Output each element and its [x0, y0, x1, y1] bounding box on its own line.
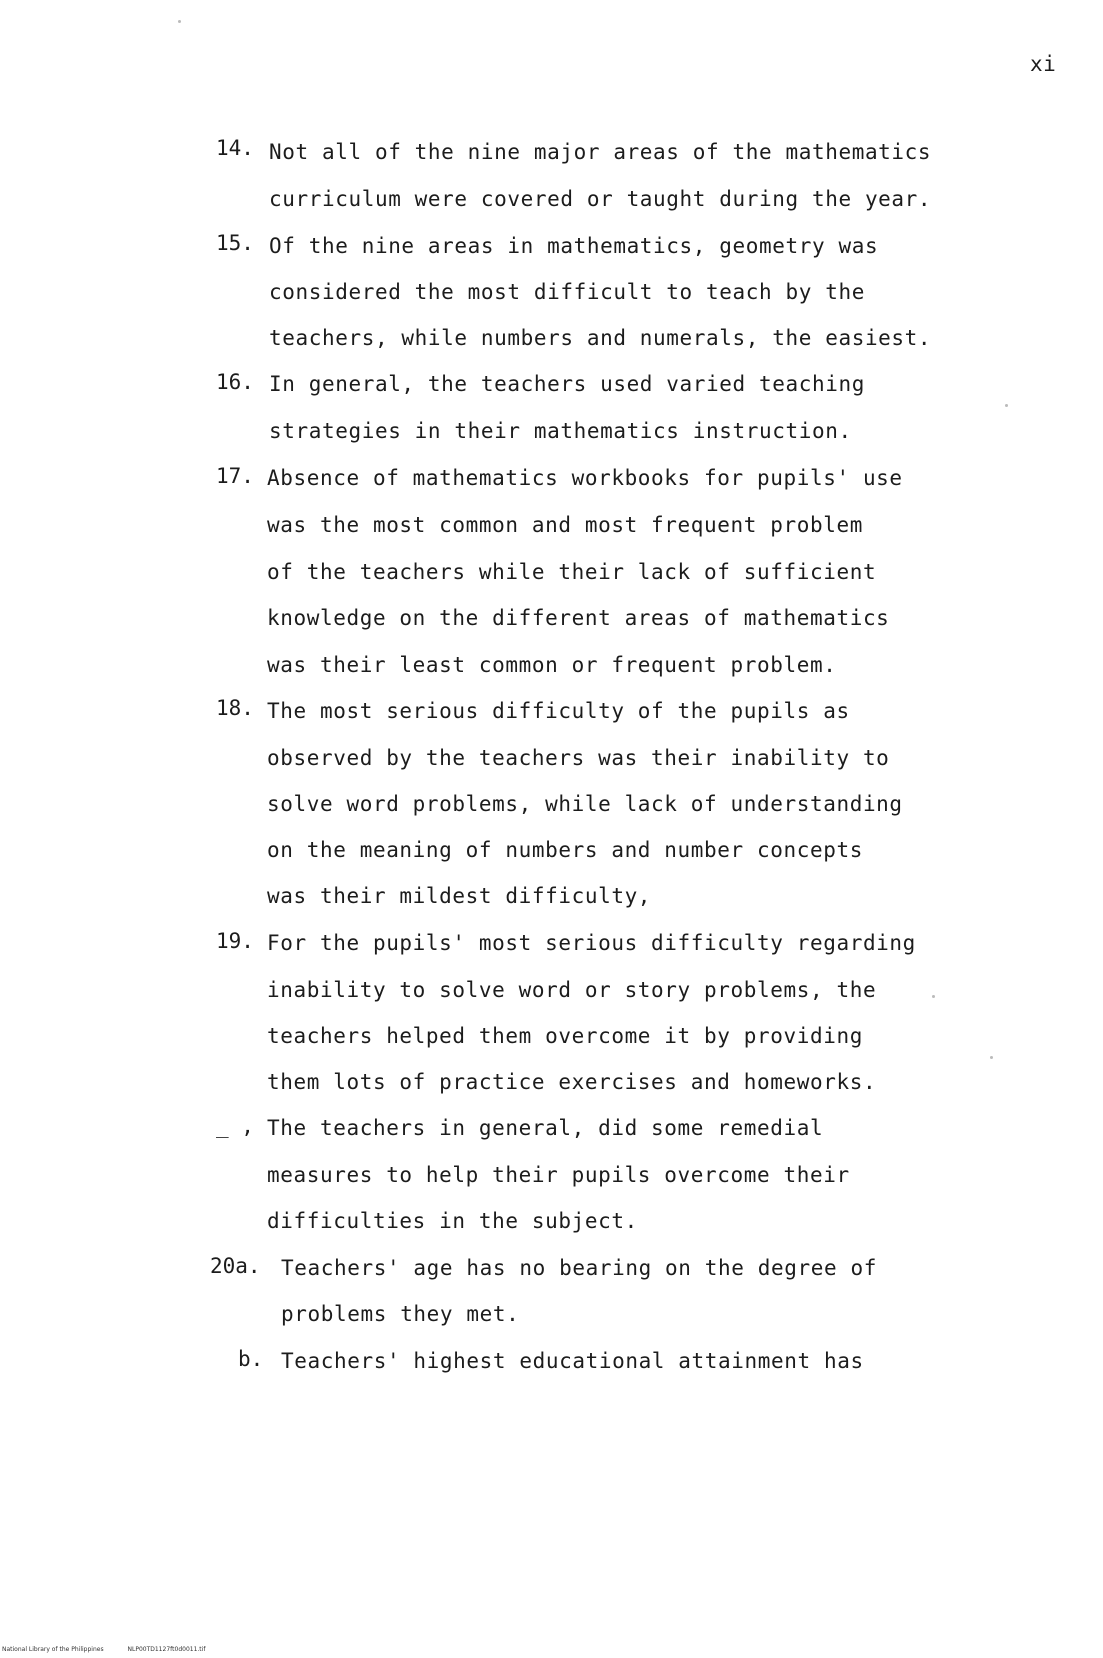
scan-speck [932, 995, 935, 998]
text-line: inability to solve word or story problems, the [267, 978, 877, 1002]
text-line: The most serious difficulty of the pupils as [267, 699, 850, 723]
text-line: strategies in their mathematics instruction. [269, 419, 852, 443]
text-line: problems they met. [281, 1302, 520, 1326]
item-number: b. [238, 1347, 264, 1371]
text-line: The teachers in general, did some remedial [267, 1116, 824, 1140]
text-line: them lots of practice exercises and homeworks. [267, 1070, 877, 1094]
text-line: of the teachers while their lack of sufficient [267, 560, 877, 584]
text-line: Not all of the nine major areas of the mathematics [269, 140, 932, 164]
scan-speck [178, 20, 181, 23]
item-number: 14. [216, 136, 254, 160]
text-line: teachers helped them overcome it by providing [267, 1024, 863, 1048]
scan-footer [2, 1646, 227, 1653]
scan-speck [990, 1056, 993, 1059]
text-line: was their mildest difficulty, [267, 884, 652, 908]
item-number: 15. [216, 231, 254, 255]
item-number: 19. [216, 929, 254, 953]
text-line: on the meaning of numbers and number concepts [267, 838, 863, 862]
item-number: _ , [216, 1114, 254, 1138]
text-line: was the most common and most frequent problem [267, 513, 863, 537]
text-line: Absence of mathematics workbooks for pupils' use [267, 466, 903, 490]
item-number: 18. [216, 696, 254, 720]
text-line: Teachers' age has no bearing on the degree of [281, 1256, 877, 1280]
item-number: 17. [216, 464, 254, 488]
text-line: was their least common or frequent problem. [267, 653, 837, 677]
item-number: 20a. [210, 1254, 261, 1278]
text-line: considered the most difficult to teach by the [269, 280, 865, 304]
scan-speck [1005, 404, 1008, 407]
text-line: measures to help their pupils overcome their [267, 1163, 850, 1187]
page-number: xi [1030, 52, 1057, 76]
text-line: difficulties in the subject. [267, 1209, 638, 1233]
text-line: teachers, while numbers and numerals, the easiest. [269, 326, 932, 350]
footer-library: National Library of the Philippines [2, 1646, 104, 1653]
text-line: solve word problems, while lack of understanding [267, 792, 903, 816]
text-line: curriculum were covered or taught during the year. [269, 187, 932, 211]
text-line: Teachers' highest educational attainment has [281, 1349, 864, 1373]
text-line: For the pupils' most serious difficulty regarding [267, 931, 916, 955]
text-line: Of the nine areas in mathematics, geometry was [269, 234, 879, 258]
text-line: knowledge on the different areas of mathematics [267, 606, 890, 630]
text-line: In general, the teachers used varied teaching [269, 372, 865, 396]
text-line: observed by the teachers was their inability to [267, 746, 890, 770]
footer-file: NLP00TD1127ft0d0011.tif [127, 1646, 206, 1653]
item-number: 16. [216, 370, 254, 394]
